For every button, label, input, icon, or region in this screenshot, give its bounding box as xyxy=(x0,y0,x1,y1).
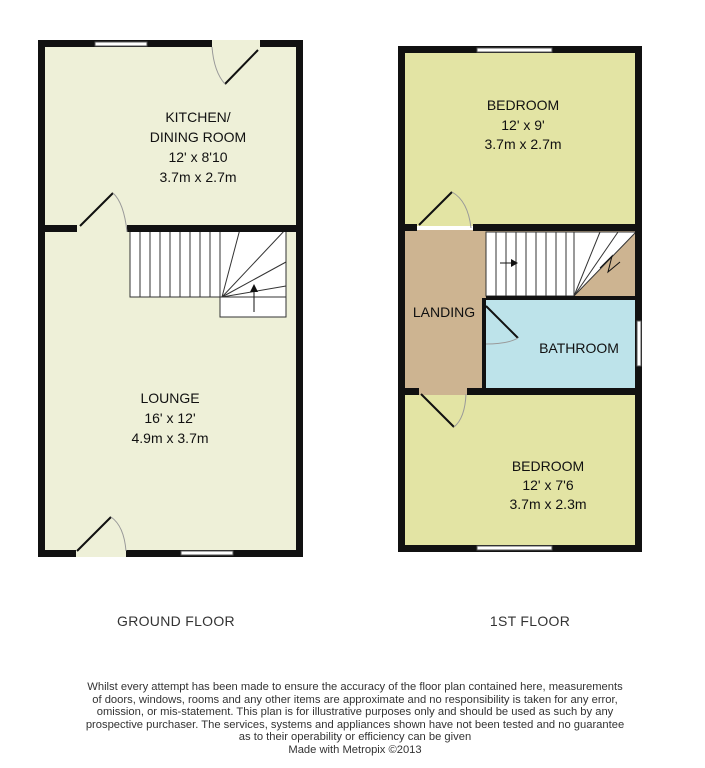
kitchen-dim-imperial: 12' x 8'10 xyxy=(168,149,228,165)
ground-window-bottom xyxy=(181,551,233,555)
bedroom1-dim-metric: 3.7m x 2.7m xyxy=(484,136,562,152)
bedroom1-dim-imperial: 12' x 9' xyxy=(501,117,545,133)
metropix-credit: Made with Metropix ©2013 xyxy=(288,743,422,756)
bedroom1-name: BEDROOM xyxy=(486,97,560,113)
bedroom2-dim-imperial: 12' x 7'6 xyxy=(522,477,574,493)
disclaimer-line: of doors, windows, rooms and any other items are approximate and no responsibility is taken for any error, xyxy=(92,693,618,706)
kitchen-name-line2: DINING ROOM xyxy=(149,129,247,145)
bathroom-name: BATHROOM xyxy=(539,340,619,356)
first-floor-plan xyxy=(398,46,642,629)
disclaimer-line: as to their operability or efficiency can be given xyxy=(238,731,472,744)
lounge-name: LOUNGE xyxy=(140,390,200,406)
first-floor-label: 1ST FLOOR xyxy=(489,613,571,629)
ground-window-top xyxy=(95,42,147,46)
ground-floor-plan xyxy=(38,40,303,629)
disclaimer xyxy=(70,681,640,757)
lounge-dim-metric: 4.9m x 3.7m xyxy=(131,430,209,446)
kitchen-name-line1: KITCHEN/ xyxy=(165,109,231,125)
first-window-top xyxy=(477,48,552,52)
bedroom2-dim-metric: 3.7m x 2.3m xyxy=(509,496,587,512)
kitchen-dim-metric: 3.7m x 2.7m xyxy=(159,169,237,185)
disclaimer-line: omission, or mis-statement. This plan is for illustrative purposes only and should be used as such by any xyxy=(96,706,614,719)
ground-floor-label: GROUND FLOOR xyxy=(117,613,235,629)
disclaimer-line: Whilst every attempt has been made to ensure the accuracy of the floor plan contained here, measurements xyxy=(87,681,623,693)
lounge-dim-imperial: 16' x 12' xyxy=(144,410,196,426)
disclaimer-line: prospective purchaser. The services, systems and appliances shown have not been tested and no guarantee xyxy=(85,718,625,731)
bedroom2-name: BEDROOM xyxy=(511,458,585,474)
bathroom-window xyxy=(637,321,641,366)
first-window-bottom xyxy=(477,546,552,550)
landing-name: LANDING xyxy=(412,304,476,320)
